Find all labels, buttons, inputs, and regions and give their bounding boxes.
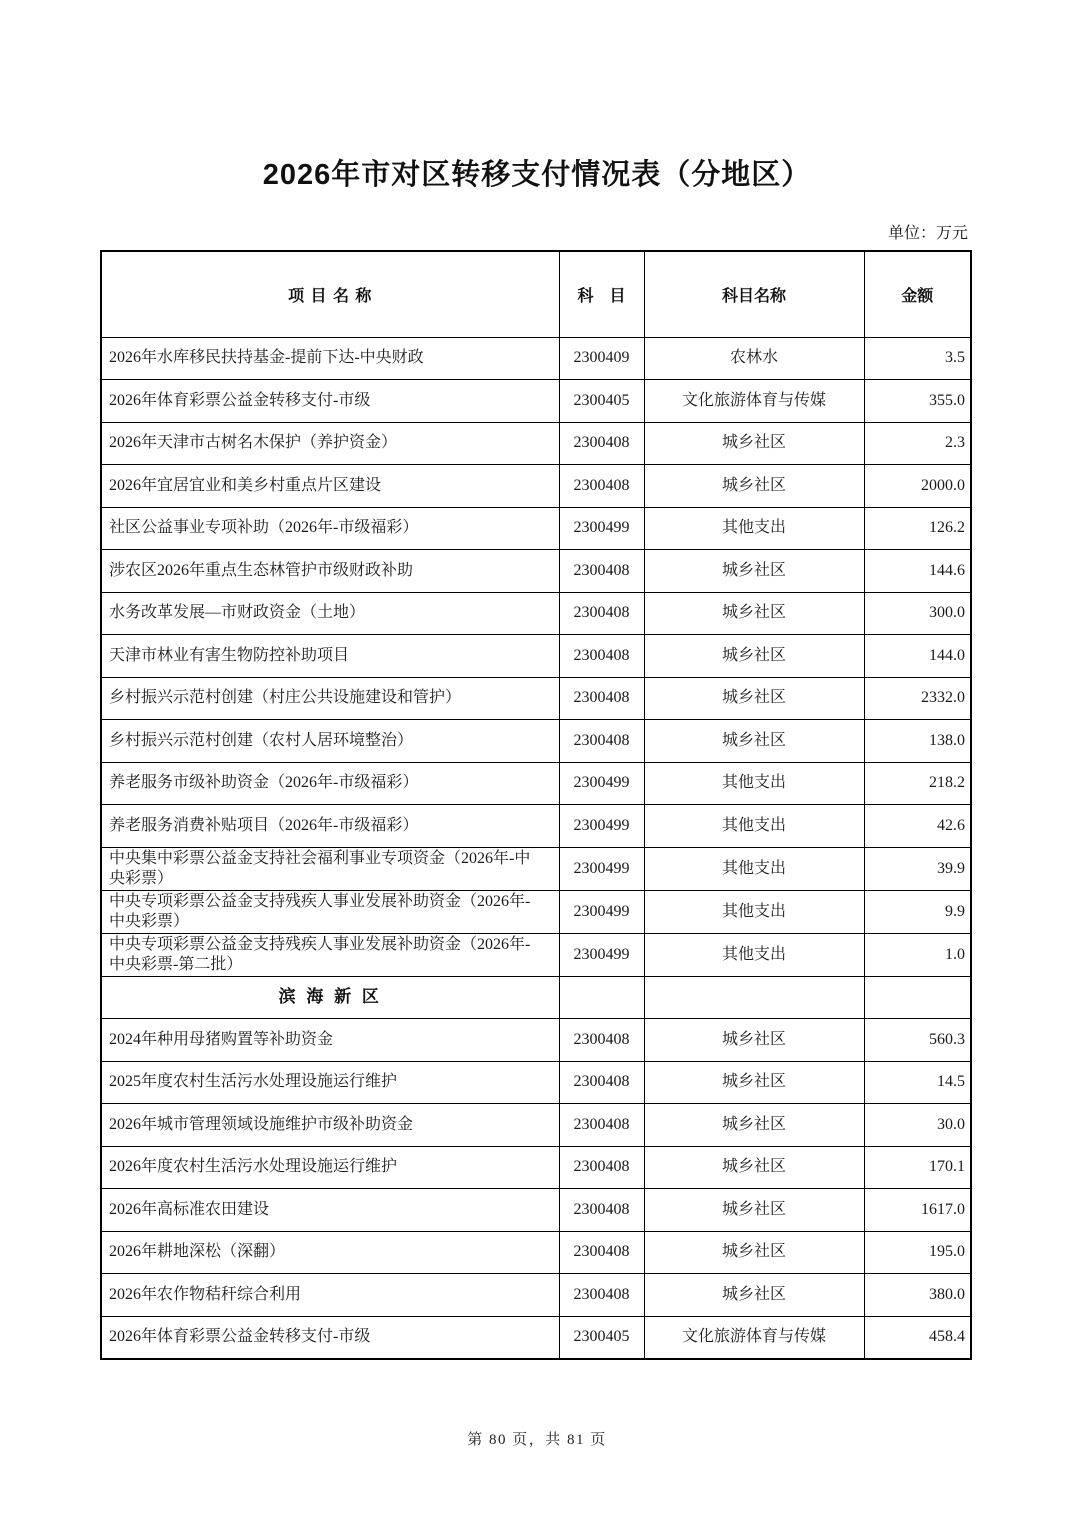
- subject-name-cell: 城乡社区: [644, 1189, 864, 1232]
- amount-cell: 30.0: [864, 1104, 971, 1147]
- amount-cell: 195.0: [864, 1231, 971, 1274]
- subject-name-cell: 城乡社区: [644, 550, 864, 593]
- table-row: [101, 507, 971, 550]
- subject-code-cell: 2300408: [559, 592, 644, 635]
- table-row: [101, 847, 971, 890]
- subject-name-cell: 城乡社区: [644, 422, 864, 465]
- table-row: [101, 1146, 971, 1189]
- subject-code-cell: 2300408: [559, 720, 644, 763]
- subject-name-cell: 城乡社区: [644, 1231, 864, 1274]
- subject-code-cell: 2300499: [559, 805, 644, 848]
- table-row: [101, 1061, 971, 1104]
- project-name-cell: 2026年高标准农田建设: [101, 1189, 559, 1232]
- amount-cell: 1617.0: [864, 1189, 971, 1232]
- table-row: [101, 1274, 971, 1317]
- subject-code-cell: 2300408: [559, 635, 644, 678]
- empty-cell: [864, 976, 971, 1019]
- table-row: [101, 762, 971, 805]
- table-row: [101, 1019, 971, 1062]
- project-name-cell: 中央专项彩票公益金支持残疾人事业发展补助资金（2026年-中央彩票）: [101, 890, 559, 933]
- table-row: [101, 592, 971, 635]
- project-name-cell: 2026年水库移民扶持基金-提前下达-中央财政: [101, 337, 559, 380]
- unit-label: 单位：万元: [887, 225, 968, 242]
- subject-code-cell: 2300499: [559, 890, 644, 933]
- table-row: [101, 635, 971, 678]
- subject-name-cell: 城乡社区: [644, 1104, 864, 1147]
- project-name-cell: 中央专项彩票公益金支持残疾人事业发展补助资金（2026年-中央彩票-第二批）: [101, 933, 559, 976]
- project-name-cell: 2026年体育彩票公益金转移支付-市级: [101, 380, 559, 423]
- table-row: [101, 550, 971, 593]
- empty-cell: [559, 976, 644, 1019]
- subject-code-cell: 2300408: [559, 1146, 644, 1189]
- amount-cell: 3.5: [864, 337, 971, 380]
- amount-cell: 355.0: [864, 380, 971, 423]
- table-row: [101, 422, 971, 465]
- table-row: [101, 677, 971, 720]
- subject-code-cell: 2300408: [559, 1104, 644, 1147]
- subject-code-cell: 2300408: [559, 422, 644, 465]
- subject-name-cell: 其他支出: [644, 847, 864, 890]
- table-row: [101, 1231, 971, 1274]
- district-section-header: 滨 海 新 区: [101, 976, 559, 1019]
- subject-name-cell: 城乡社区: [644, 1274, 864, 1317]
- subject-name-cell: 文化旅游体育与传媒: [644, 380, 864, 423]
- amount-cell: 126.2: [864, 507, 971, 550]
- subject-code-cell: 2300499: [559, 933, 644, 976]
- subject-code-cell: 2300499: [559, 762, 644, 805]
- header-subject-name: 科目名称: [644, 251, 864, 337]
- amount-cell: 39.9: [864, 847, 971, 890]
- section-row: [101, 976, 971, 1019]
- amount-cell: 144.0: [864, 635, 971, 678]
- table-row: [101, 465, 971, 508]
- subject-name-cell: 城乡社区: [644, 720, 864, 763]
- subject-name-cell: 城乡社区: [644, 592, 864, 635]
- table-row: [101, 1189, 971, 1232]
- subject-name-cell: 其他支出: [644, 933, 864, 976]
- subject-name-cell: 城乡社区: [644, 1146, 864, 1189]
- subject-name-cell: 农林水: [644, 337, 864, 380]
- amount-cell: 2000.0: [864, 465, 971, 508]
- transfer-payments-table: [100, 250, 972, 1360]
- project-name-cell: 2024年种用母猪购置等补助资金: [101, 1019, 559, 1062]
- project-name-cell: 2026年城市管理领域设施维护市级补助资金: [101, 1104, 559, 1147]
- table-row: [101, 720, 971, 763]
- project-name-cell: 涉农区2026年重点生态林管护市级财政补助: [101, 550, 559, 593]
- table-row: [101, 380, 971, 423]
- subject-code-cell: 2300408: [559, 1231, 644, 1274]
- table-row: [101, 805, 971, 848]
- amount-cell: 144.6: [864, 550, 971, 593]
- project-name-cell: 2026年度农村生活污水处理设施运行维护: [101, 1146, 559, 1189]
- subject-code-cell: 2300408: [559, 1189, 644, 1232]
- table-row: [101, 1316, 971, 1359]
- subject-name-cell: 城乡社区: [644, 1061, 864, 1104]
- table-header-row: [101, 251, 971, 337]
- table-row: [101, 1104, 971, 1147]
- amount-cell: 300.0: [864, 592, 971, 635]
- subject-code-cell: 2300405: [559, 1316, 644, 1359]
- subject-name-cell: 城乡社区: [644, 677, 864, 720]
- subject-code-cell: 2300408: [559, 1061, 644, 1104]
- page-title: 2026年市对区转移支付情况表（分地区）: [262, 159, 812, 191]
- subject-name-cell: 城乡社区: [644, 1019, 864, 1062]
- project-name-cell: 社区公益事业专项补助（2026年-市级福彩）: [101, 507, 559, 550]
- subject-code-cell: 2300408: [559, 1019, 644, 1062]
- amount-cell: 560.3: [864, 1019, 971, 1062]
- project-name-cell: 中央集中彩票公益金支持社会福利事业专项资金（2026年-中央彩票）: [101, 847, 559, 890]
- project-name-cell: 2026年天津市古树名木保护（养护资金）: [101, 422, 559, 465]
- project-name-cell: 水务改革发展—市财政资金（土地）: [101, 592, 559, 635]
- project-name-cell: 乡村振兴示范村创建（农村人居环境整治）: [101, 720, 559, 763]
- amount-cell: 2332.0: [864, 677, 971, 720]
- subject-code-cell: 2300408: [559, 1274, 644, 1317]
- project-name-cell: 养老服务市级补助资金（2026年-市级福彩）: [101, 762, 559, 805]
- project-name-cell: 2025年度农村生活污水处理设施运行维护: [101, 1061, 559, 1104]
- subject-code-cell: 2300408: [559, 550, 644, 593]
- amount-cell: 458.4: [864, 1316, 971, 1359]
- project-name-cell: 乡村振兴示范村创建（村庄公共设施建设和管护）: [101, 677, 559, 720]
- header-amount: 金额: [864, 251, 971, 337]
- header-project-name: 项 目 名 称: [101, 251, 559, 337]
- amount-cell: 1.0: [864, 933, 971, 976]
- subject-code-cell: 2300499: [559, 847, 644, 890]
- table-body: [101, 337, 971, 1359]
- table-row: [101, 933, 971, 976]
- amount-cell: 380.0: [864, 1274, 971, 1317]
- amount-cell: 9.9: [864, 890, 971, 933]
- project-name-cell: 养老服务消费补贴项目（2026年-市级福彩）: [101, 805, 559, 848]
- table-block: [100, 220, 970, 1360]
- project-name-cell: 2026年农作物秸秆综合利用: [101, 1274, 559, 1317]
- subject-code-cell: 2300408: [559, 677, 644, 720]
- subject-code-cell: 2300408: [559, 465, 644, 508]
- empty-cell: [644, 976, 864, 1019]
- subject-code-cell: 2300499: [559, 507, 644, 550]
- header-subject-code: 科 目: [559, 251, 644, 337]
- amount-cell: 2.3: [864, 422, 971, 465]
- amount-cell: 42.6: [864, 805, 971, 848]
- amount-cell: 218.2: [864, 762, 971, 805]
- project-name-cell: 2026年体育彩票公益金转移支付-市级: [101, 1316, 559, 1359]
- subject-name-cell: 文化旅游体育与传媒: [644, 1316, 864, 1359]
- subject-code-cell: 2300409: [559, 337, 644, 380]
- subject-name-cell: 城乡社区: [644, 635, 864, 678]
- project-name-cell: 2026年宜居宜业和美乡村重点片区建设: [101, 465, 559, 508]
- project-name-cell: 天津市林业有害生物防控补助项目: [101, 635, 559, 678]
- subject-code-cell: 2300405: [559, 380, 644, 423]
- amount-cell: 138.0: [864, 720, 971, 763]
- project-name-cell: 2026年耕地深松（深翻）: [101, 1231, 559, 1274]
- amount-cell: 170.1: [864, 1146, 971, 1189]
- page-number: 第 80 页，共 81 页: [467, 1432, 607, 1448]
- subject-name-cell: 其他支出: [644, 805, 864, 848]
- subject-name-cell: 其他支出: [644, 762, 864, 805]
- table-row: [101, 890, 971, 933]
- subject-name-cell: 城乡社区: [644, 465, 864, 508]
- amount-cell: 14.5: [864, 1061, 971, 1104]
- table-row: [101, 337, 971, 380]
- subject-name-cell: 其他支出: [644, 507, 864, 550]
- subject-name-cell: 其他支出: [644, 890, 864, 933]
